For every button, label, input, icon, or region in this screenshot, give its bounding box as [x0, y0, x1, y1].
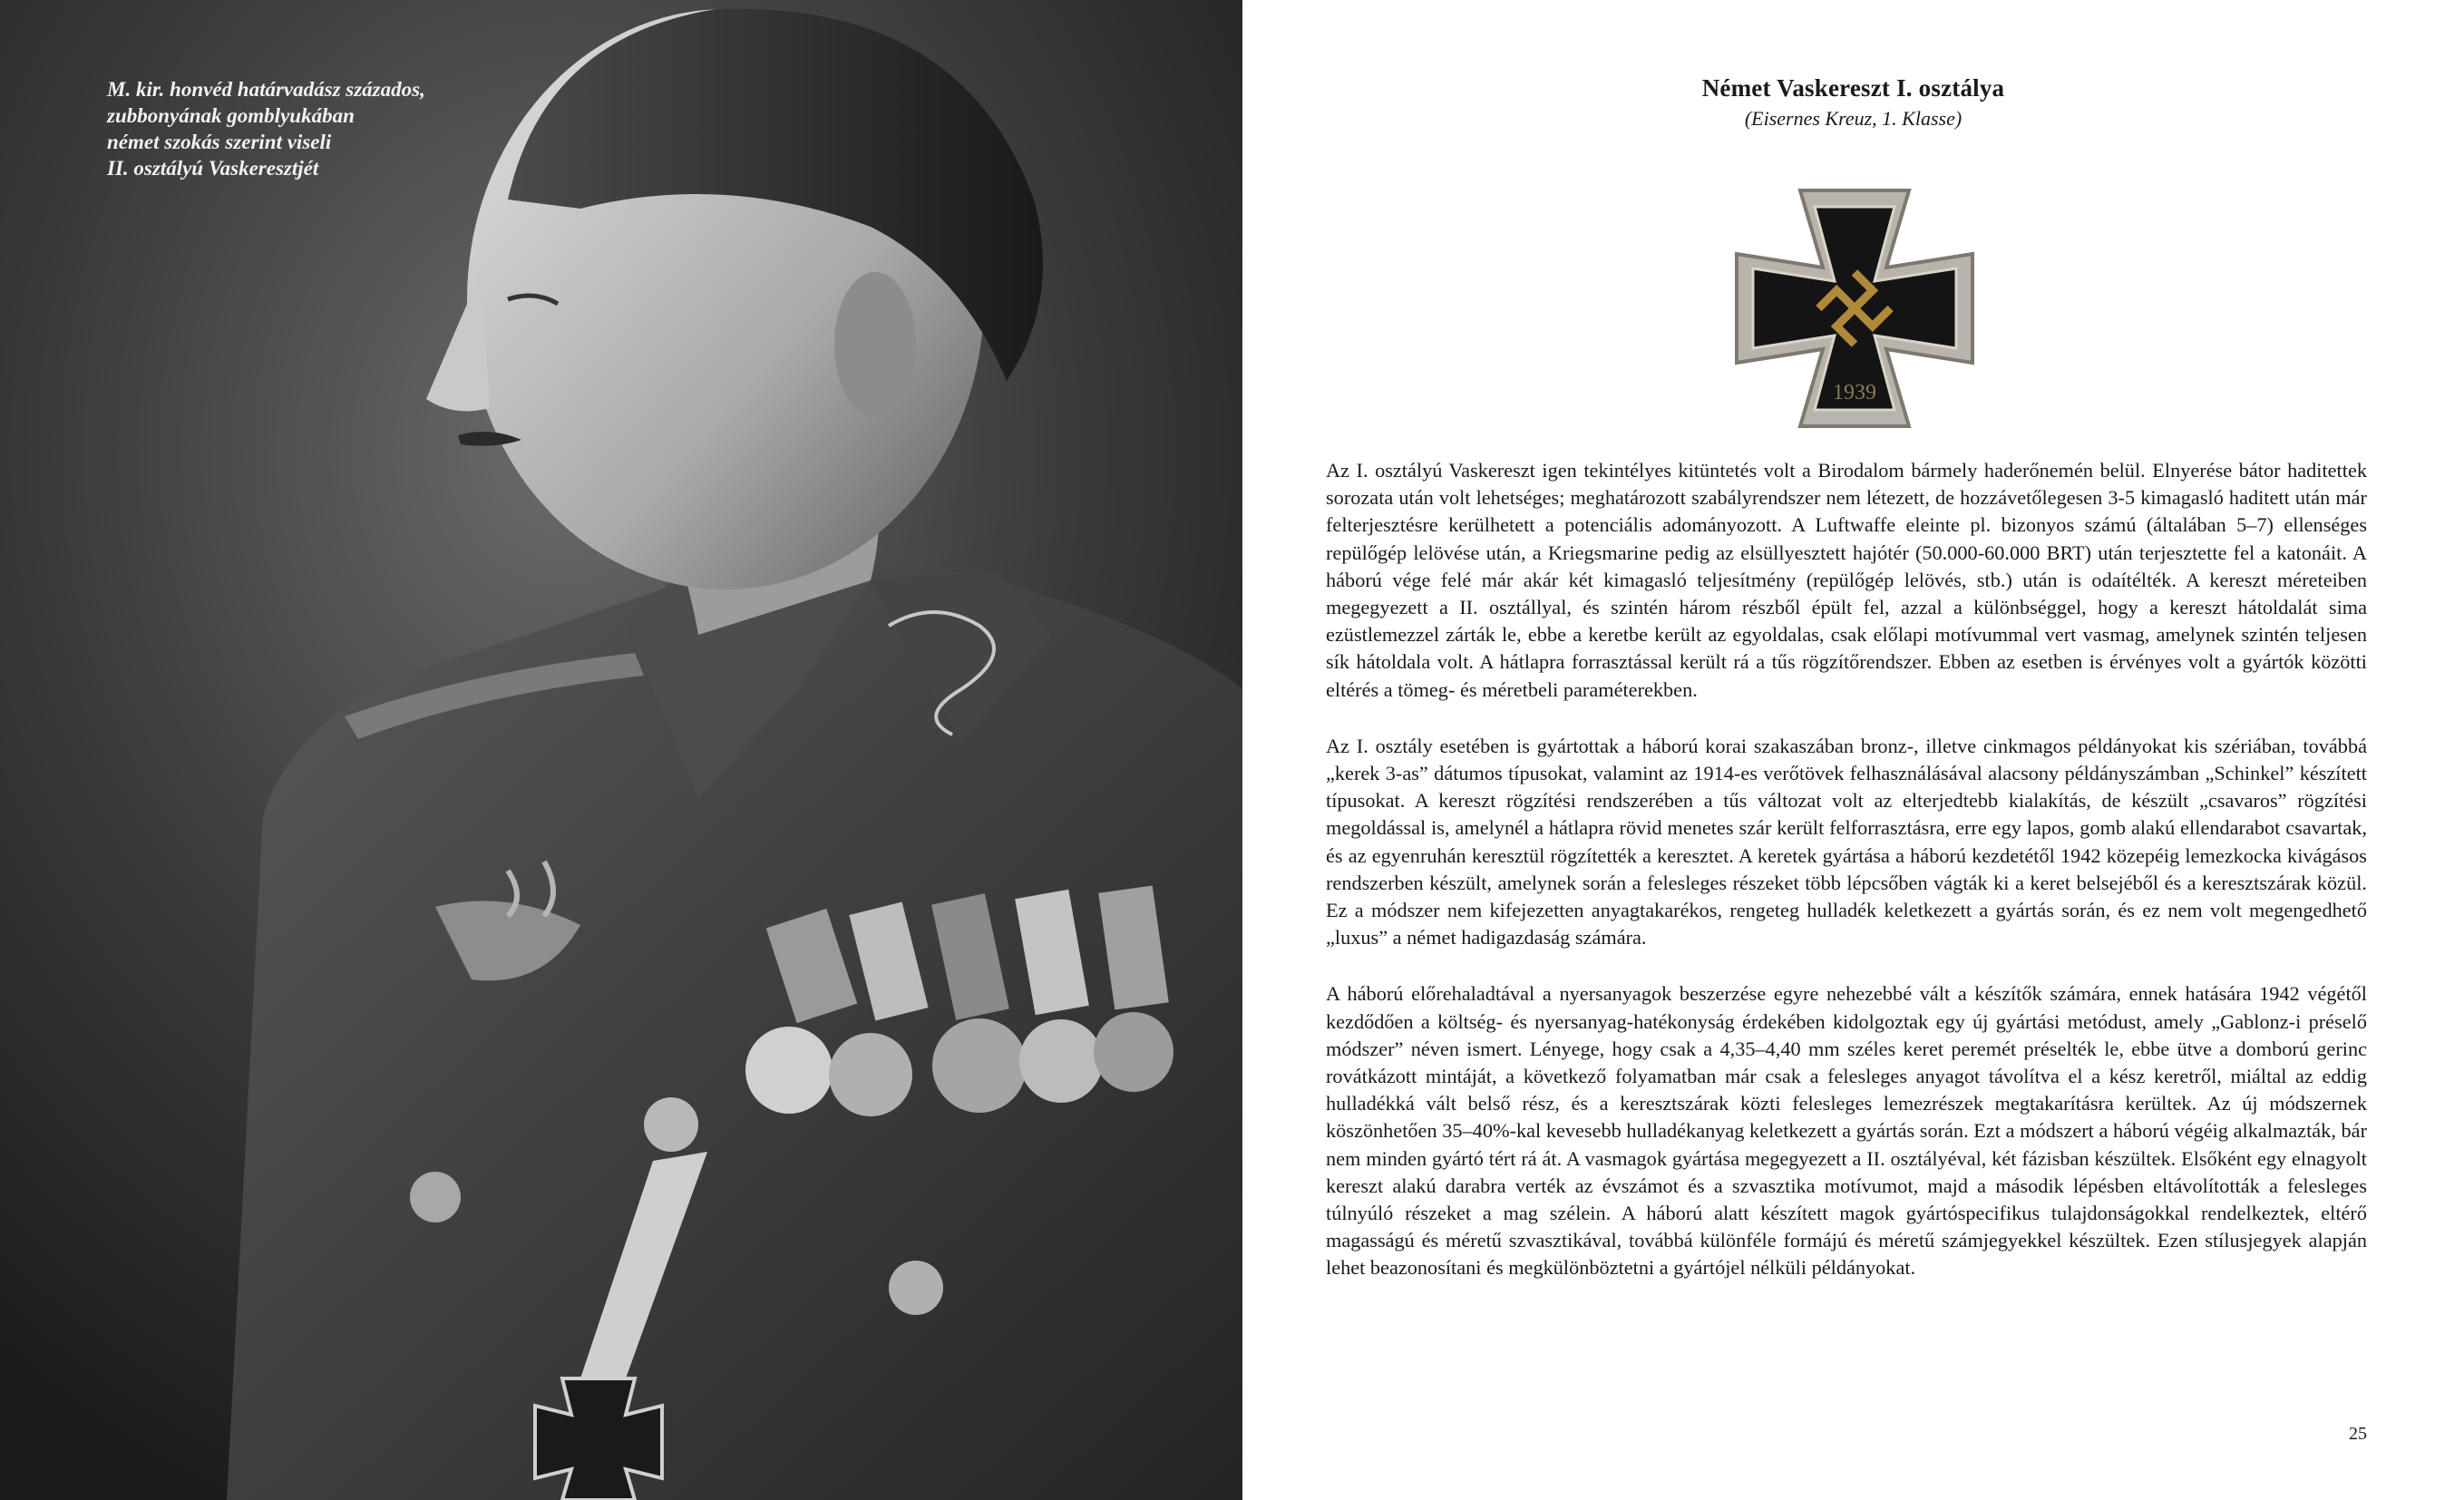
photo-caption [107, 76, 579, 181]
article-body [1326, 457, 2367, 1311]
paragraph: Az I. osztály esetében is gyártottak a háború korai szakaszában bronz-, illetve cinkmagos példányokat kis szériában, továbbá „kerek 3-as” dátumos típusokat, valamint az 1914-es verőtövek felhasználásával alacsony példányszámban „Schinkel” készített típusokat. A kereszt rögzítési rendszerében a tűs változat volt az elterjedtebb kialakítás, de készült „csavaros” rögzítési megoldással is, amelynél a hátlapra rövid menetes szár került felforrasztásra, erre egy lapos, gomb alakú ellendarabot csavartak, és az egyenruhán keresztül rögzítették a keresztet. A keretek gyártása a háború kezdetétől 1942 közepéig lemezkocka kivágásos rendszerben készült, amelynek során a felesleges részeket több lépcsőben vágták ki a keret belsejéből és a keresztszárak közül. Ez a módszer nem kifejezetten anyagtakarékos, rengeteg hulladék keletkezett a gyártás során, és ez nem volt megengedhető „luxus” a német hadigazdaság számára. [1326, 734, 2367, 950]
paragraph: Az I. osztályú Vaskereszt igen tekintélyes kitüntetés volt a Birodalom bármely haderőnemén belül. Elnyerése bátor haditettek sorozata után volt lehetséges; meghatározott szabályrendszer nem létezett, de hozzávetőlegesen 3-5 kimagasló haditett után már felterjesztésre kerülhetett a potenciális adományozott. A Luftwaffe eleinte pl. bizonyos számú (általában 5–7) ellenséges repülőgép lelövése után, a Kriegsmarine pedig az elsüllyesztett hajótér (50.000-60.000 BRT) után terjesztette fel a katonáit. A háború vége felé már akár két kimagasló teljesítmény (repülőgép lelövés, stb.) után is odaítélték. A kereszt méreteiben megegyezett a II. osztállyal, és szintén három részből épült fel, azzal a különbséggel, hogy a kereszt hátoldalát sima ezüstlemezzel zárták le, ebbe a keretbe került az egyoldalas, csak előlapi motívummal vert vasmag, amelynek szintén teljesen sík hátoldala volt. A hátlapra forrasztással került rá a tűs rögzítőrendszer. Ebben az esetben is érvényes volt a gyártók közötti eltérés a tömeg- és méretbeli paraméterekben. [1326, 459, 2367, 701]
paragraph: A háború előrehaladtával a nyersanyagok beszerzése egyre nehezebbé vált a készítők számára, ennek hatására 1942 végétől kezdődően a költség- és nyersanyag-hatékonyság érdekében kidolgoztak egy új gyártási metódust, amely „Gablonz-i préselő módszer” néven ismert. Lényege, hogy csak a 4,35–4,40 mm széles keret peremét préselték le, ebbe ütve a domború gerinc rovátkázott mintáját, a következő folyamatban már csak a felesleges anyagot távolítva el a kész keretről, miáltal az eddig hulladékká vált belső rész, és a keresztszárak közti felesleges lemezrészek megtakarításra kerültek. Az új módszernek köszönhetően 35–40%-kal kevesebb hulladékanyag keletkezett a gyártás során. Ezt a módszert a háború végéig alkalmazták, bár nem minden gyártó tért rá át. A vasmagok gyártása megegyezett a II. osztályéval, két fázisban készültek. Elsőként egy elnagyolt kereszt alakú darabra verték az évszámot és a szvasztika motívumot, majd a második lépésben eltávolították a felesleges túlnyúló részeket a mag szélein. A háború alatt készített magok gyártóspecifikus tulajdonságokkal rendelkeztek, eltérő magasságú és méretű szvasztikával, továbbá különféle formájú és méretű számjegyekkel készültek. Ezen stílusjegyek alapján lehet beazonosítani és megkülönböztetni a gyártójel nélküli példányokat. [1326, 982, 2367, 1280]
caption-line: zubbonyának gomblyukában [107, 104, 355, 127]
text-page [1242, 0, 2464, 1500]
caption-line: német szokás szerint viseli [107, 131, 332, 153]
page-title: Német Vaskereszt I. osztálya [1701, 74, 2005, 102]
iron-cross-image [1728, 181, 1982, 435]
caption-line: M. kir. honvéd határvadász százados, [107, 78, 425, 101]
medal-year: 1939 [1833, 381, 1876, 404]
page-number: 25 [2349, 1424, 2367, 1444]
caption-line: II. osztályú Vaskeresztjét [107, 157, 319, 180]
page-subtitle: (Eisernes Kreuz, 1. Klasse) [1744, 107, 1962, 130]
